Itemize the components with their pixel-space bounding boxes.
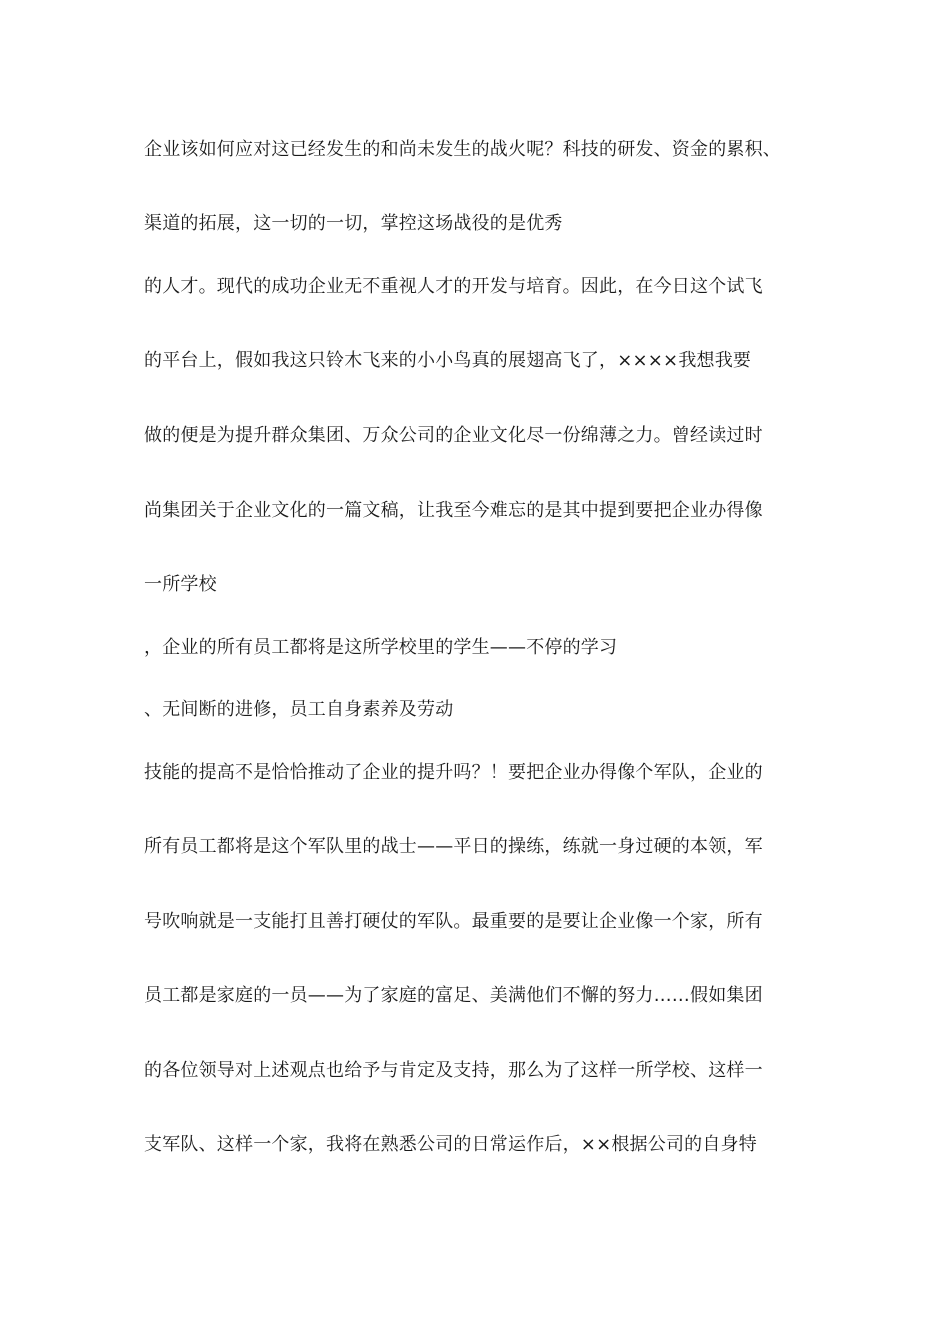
text-line-8: ，企业的所有员工都将是这所学校里的学生——不停的学习 [144, 637, 618, 658]
text-line-15: 支军队、这样一个家，我将在熟悉公司的日常运作后，××根据公司的自身特 [144, 1134, 757, 1155]
text-line-10: 技能的提高不是恰恰推动了企业的提升吗？！要把企业办得像个军队，企业的 [144, 762, 763, 783]
text-line-3: 的人才。现代的成功企业无不重视人才的开发与培育。因此，在今日这个试飞 [144, 276, 763, 297]
text-line-14: 的各位领导对上述观点也给予与肯定及支持，那么为了这样一所学校、这样一 [144, 1060, 763, 1081]
text-line-9: 、无间断的进修，员工自身素养及劳动 [144, 699, 454, 720]
text-line-4: 的平台上，假如我这只铃木飞来的小小鸟真的展翅高飞了，××××我想我要 [144, 350, 752, 371]
text-line-12: 号吹响就是一支能打且善打硬仗的军队。最重要的是要让企业像一个家，所有 [144, 911, 763, 932]
text-line-7: 一所学校 [144, 574, 217, 595]
text-line-2: 渠道的拓展，这一切的一切，掌控这场战役的是优秀 [144, 213, 563, 234]
text-line-6: 尚集团关于企业文化的一篇文稿，让我至今难忘的是其中提到要把企业办得像 [144, 500, 763, 521]
text-line-1: 企业该如何应对这已经发生的和尚未发生的战火呢？科技的研发、资金的累积、 [144, 139, 781, 160]
text-line-13: 员工都是家庭的一员——为了家庭的富足、美满他们不懈的努力……假如集团 [144, 985, 763, 1006]
text-line-11: 所有员工都将是这个军队里的战士——平日的操练，练就一身过硬的本领，军 [144, 836, 763, 857]
text-line-5: 做的便是为提升群众集团、万众公司的企业文化尽一份绵薄之力。曾经读过时 [144, 425, 763, 446]
